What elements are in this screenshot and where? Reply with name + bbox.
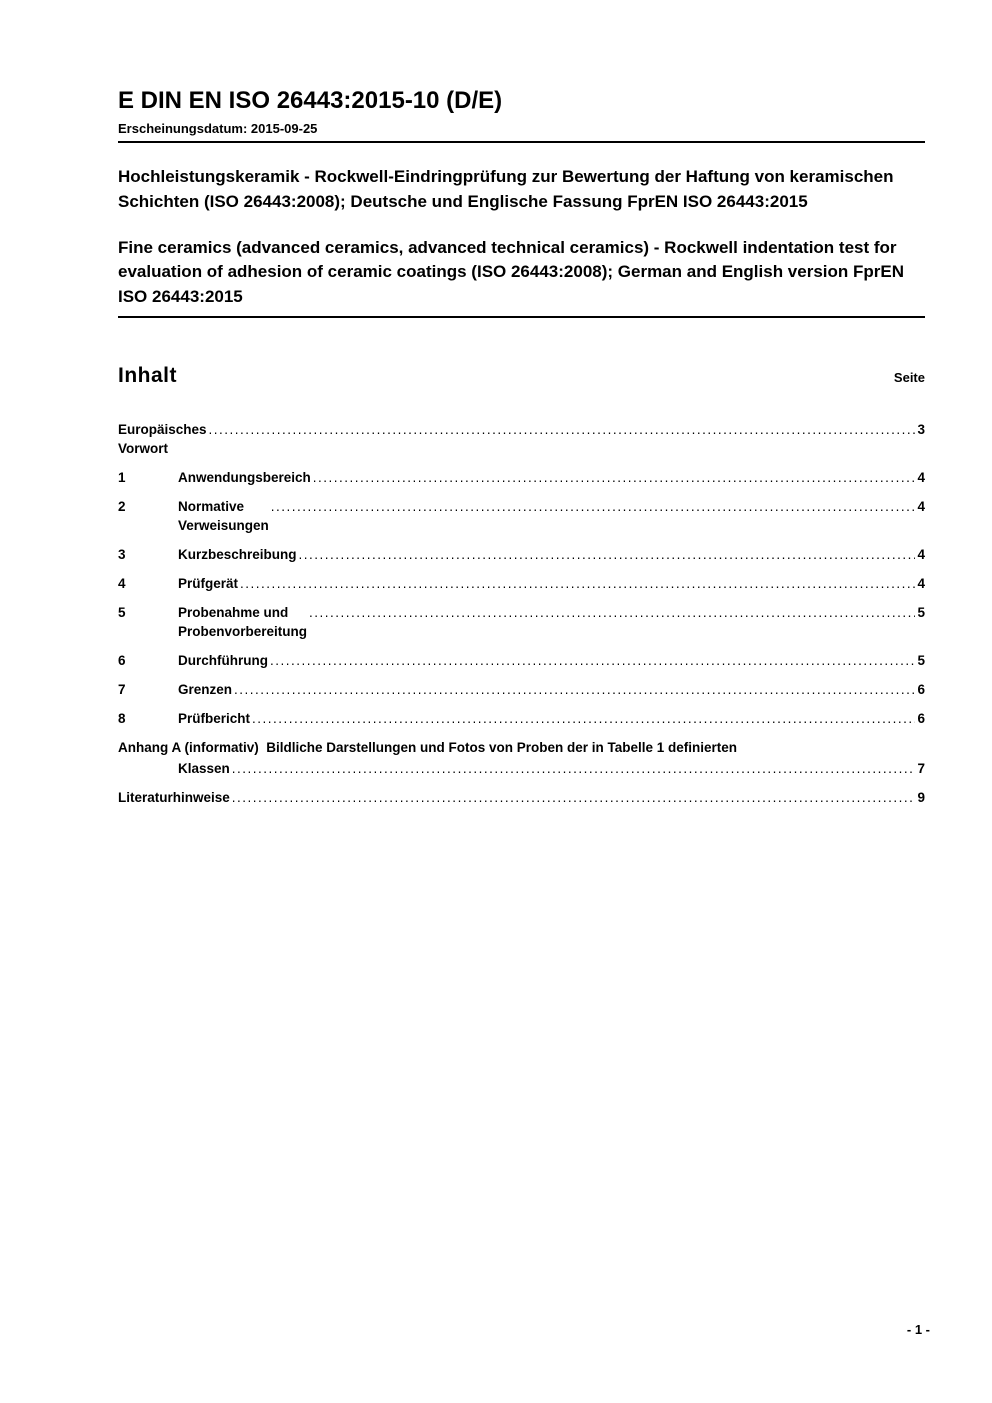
toc-leader-dots <box>209 420 916 439</box>
toc-entry-label[interactable]: Prüfbericht <box>178 710 251 726</box>
toc-entry-annex-line1[interactable] <box>118 738 925 757</box>
toc-leader-dots <box>309 603 915 622</box>
toc-entry-page: 3 <box>917 421 925 437</box>
document-title: E DIN EN ISO 26443:2015-10 (D/E) <box>118 87 503 114</box>
toc-entry-number: 2 <box>118 498 126 514</box>
toc-entry[interactable] <box>118 420 925 458</box>
toc-entry-label[interactable]: Durchführung <box>178 652 268 668</box>
toc-leader-dots <box>270 651 915 670</box>
toc-entry-label[interactable]: Anwendungsbereich <box>178 469 311 485</box>
toc-entry[interactable] <box>118 468 925 487</box>
toc-entry-number: 6 <box>118 652 126 668</box>
toc-entry-label[interactable]: Europäisches Vorwort <box>118 421 211 456</box>
toc-entry[interactable] <box>118 651 925 670</box>
toc-entry-label[interactable]: Prüfgerät <box>178 575 239 591</box>
toc-entry-page: 5 <box>917 652 925 668</box>
toc-entry-page: 6 <box>917 710 925 726</box>
toc-entry-page: 6 <box>917 681 925 697</box>
toc-entry-page: 4 <box>917 469 925 485</box>
toc-entry-page: 4 <box>917 498 925 514</box>
toc-entry-page: 4 <box>917 546 925 562</box>
table-of-contents <box>118 364 925 807</box>
toc-leader-dots <box>271 497 916 516</box>
toc-annex-label[interactable]: Anhang A (informativ) Bildliche Darstellungen und Fotos von Proben der in Tabelle 1 definierten <box>118 739 738 755</box>
toc-leader-dots <box>313 468 916 487</box>
toc-entry-number: 3 <box>118 546 126 562</box>
toc-leader-dots <box>252 709 915 728</box>
toc-leader-dots <box>240 574 915 593</box>
header-divider <box>118 141 925 143</box>
toc-heading: Inhalt <box>118 363 177 387</box>
toc-page-column-label: Seite <box>893 369 925 385</box>
english-standard-title: Fine ceramics (advanced ceramics, advanced technical ceramics) - Rockwell indentation test for evaluation of adhesion of ceramic coatings (ISO 26443:2008); German and English version FprEN ISO 26443:2015 <box>118 237 905 306</box>
toc-entry-number: 8 <box>118 710 126 726</box>
toc-entry-number: 5 <box>118 604 126 620</box>
toc-entry[interactable] <box>118 497 925 535</box>
toc-entry-label[interactable]: Normative Verweisungen <box>178 498 269 533</box>
toc-entry-label[interactable]: Grenzen <box>178 681 233 697</box>
toc-entry-number: 1 <box>118 469 126 485</box>
toc-leader-dots <box>232 759 916 778</box>
toc-entry[interactable] <box>118 680 925 699</box>
toc-entry[interactable] <box>118 603 925 641</box>
toc-leader-dots <box>234 680 915 699</box>
toc-entry-label[interactable]: Kurzbeschreibung <box>178 546 297 562</box>
toc-entry-number: 4 <box>118 575 126 591</box>
toc-leader-dots <box>232 788 916 807</box>
toc-entry-label[interactable]: Probenahme und Probenvorbereitung <box>178 604 308 639</box>
toc-annex-label-continued[interactable]: Klassen <box>178 760 230 776</box>
publication-date: Erscheinungsdatum: 2015-09-25 <box>118 121 318 137</box>
page-number: - 1 - <box>906 1322 930 1337</box>
toc-entry-page: 5 <box>917 604 925 620</box>
toc-literature-label[interactable]: Literaturhinweise <box>118 789 230 805</box>
title-divider <box>118 316 925 318</box>
toc-entry[interactable] <box>118 709 925 728</box>
toc-leader-dots <box>299 545 916 564</box>
toc-header <box>118 364 925 388</box>
toc-entry-number: 7 <box>118 681 126 697</box>
toc-entry-page: 9 <box>917 789 925 805</box>
toc-entry-page: 4 <box>917 575 925 591</box>
toc-entry[interactable] <box>118 545 925 564</box>
german-standard-title: Hochleistungskeramik - Rockwell-Eindringprüfung zur Bewertung der Haftung von keramischen Schichten (ISO 26443:2008); Deutsche und Englische Fassung FprEN ISO 26443:2015 <box>118 167 894 212</box>
toc-entry-literature[interactable] <box>118 788 925 807</box>
toc-entry[interactable] <box>118 574 925 593</box>
toc-entry-page: 7 <box>917 760 925 776</box>
toc-entry-annex-line2[interactable] <box>118 759 925 778</box>
toc-list <box>118 420 925 728</box>
